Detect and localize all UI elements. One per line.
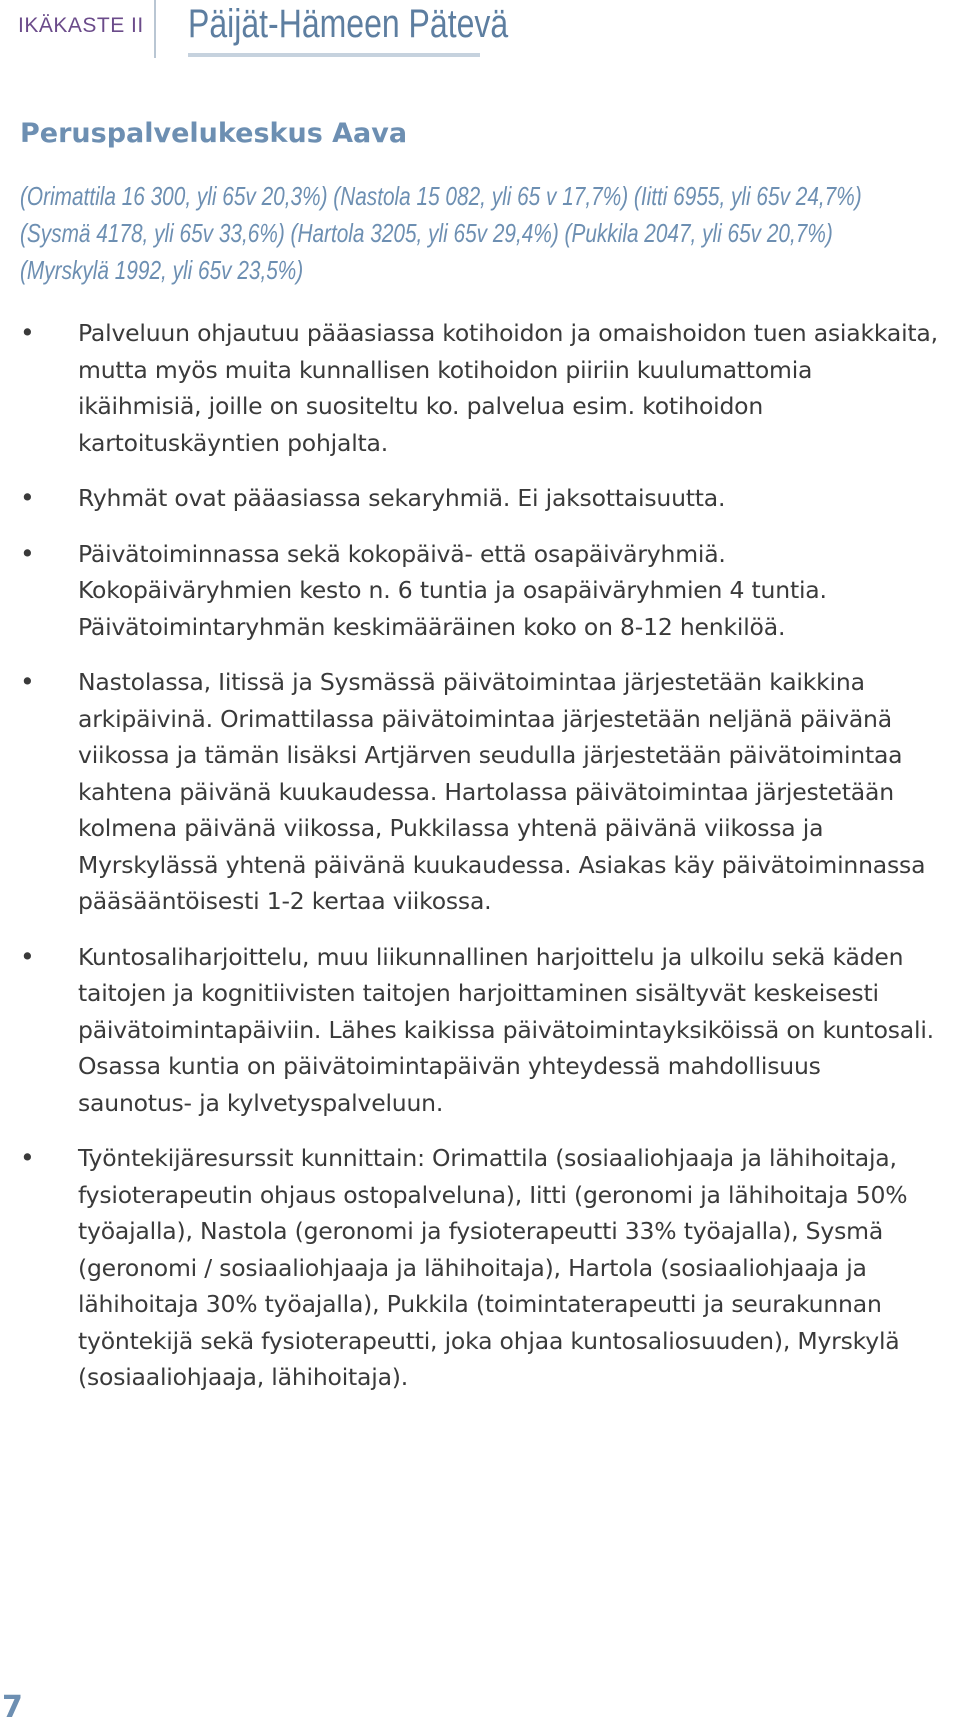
list-item xyxy=(0,664,960,920)
bullet-icon: • xyxy=(20,667,35,696)
header-underline xyxy=(188,53,480,57)
list-item xyxy=(0,939,960,1122)
bullet-icon: • xyxy=(20,318,35,347)
list-item-text: Päivätoiminnassa sekä kokopäivä- että osapäiväryhmiä. Kokopäiväryhmien kesto n. 6 tuntia ja osapäiväryhmien 4 tuntia. Päivätoimintaryhmän keskimääräinen koko on 8-12 henkilöä. xyxy=(78,539,827,641)
list-item-text: Nastolassa, Iitissä ja Sysmässä päivätoimintaa järjestetään kaikkina arkipäivinä. Orimattilassa päivätoimintaa järjestetään neljänä päivänä viikossa ja tämän lisäksi Artjärven seudulla järjestetään päivätoimintaa kahtena päivänä kuukaudessa. Hartolassa päivätoimintaa järjestetään kolmena päivänä viikossa, Pukkilassa yhtenä päivänä viikossa ja Myrskylässä yhtenä päivänä kuukaudessa. Asiakas käy päivätoiminnassa pääsääntöisesti 1-2 kertaa viikossa. xyxy=(78,668,926,915)
population-stats: (Orimattila 16 300, yli 65v 20,3%) (Nastola 15 082, yli 65 v 17,7%) (Iitti 6955, yli 65v 24,7%) (Sysmä 4178, yli 65v 33,6%) (Hartola 3205, yli 65v 29,4%) (Pukkila 2047, yli 65v 20,7%) (Myrskylä 1992, yli 65v 23,5%) xyxy=(20,181,862,285)
series-label: IKÄKASTE II xyxy=(18,14,144,37)
list-item xyxy=(0,1140,960,1396)
list-item-text: Ryhmät ovat pääasiassa sekaryhmiä. Ei jaksottaisuutta. xyxy=(78,484,726,512)
bullet-icon: • xyxy=(20,538,35,568)
list-item xyxy=(0,315,960,461)
bullet-icon: • xyxy=(20,483,35,512)
page-header xyxy=(0,0,960,60)
bullet-icon: • xyxy=(20,1143,35,1172)
list-item-text: Palveluun ohjautuu pääasiassa kotihoidon ja omaishoidon tuen asiakkaita, mutta myös muita kunnallisen kotihoidon piiriin kuulumattomia ikäihmisiä, joille on suositeltu ko. palvelua esim. kotihoidon kartoituskäyntien pohjalta. xyxy=(78,319,938,457)
list-item xyxy=(0,480,960,517)
publication-title: Päijät-Hämeen Pätevä xyxy=(188,2,509,46)
bullet-icon: • xyxy=(20,941,35,971)
header-divider xyxy=(154,0,156,58)
section-title: Peruspalvelukeskus Aava xyxy=(20,118,408,149)
list-item-text: Työntekijäresurssit kunnittain: Orimattila (sosiaaliohjaaja ja lähihoitaja, fysioterapeutin ohjaus ostopalveluna), Iitti (geronomi ja lähihoitaja 50% työajalla), Nastola (geronomi ja fysioterapeutti 33% työajalla), Sysmä (geronomi / sosiaaliohjaaja ja lähihoitaja), Hartola (sosiaaliohjaaja ja lähihoitaja 30% työajalla), Pukkila (toimintaterapeutti ja seurakunnan työntekijä sekä fysioterapeutti, joka ohjaa kuntosaliosuuden), Myrskylä (sosiaaliohjaaja, lähihoitaja). xyxy=(78,1144,908,1391)
page-number: 7 xyxy=(2,1690,23,1725)
bullet-list xyxy=(0,315,960,1415)
list-item-text: Kuntosaliharjoittelu, muu liikunnallinen harjoittelu ja ulkoilu sekä käden taitojen ja kognitiivisten taitojen harjoittaminen sisältyvät keskeisesti päivätoimintapäiviin. Lähes kaikissa päivätoimintayksiköissä on kuntosali. Osassa kuntia on päivätoimintapäivän yhteydessä mahdollisuus saunotus- ja kylvetyspalveluun. xyxy=(78,942,934,1117)
list-item xyxy=(0,536,960,646)
